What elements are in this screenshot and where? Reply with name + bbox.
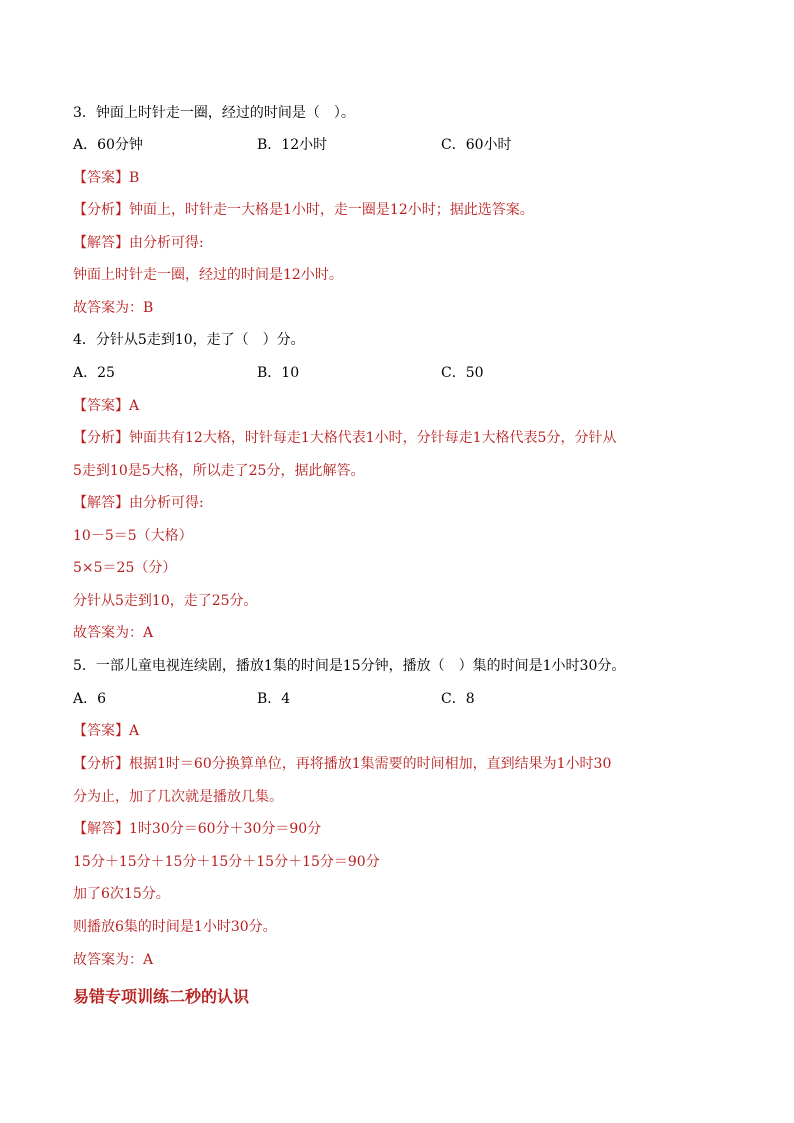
question-3-stem: 3．钟面上时针走一圈，经过的时间是（ ）。 — [73, 105, 355, 121]
question-3-answer: 【答案】B — [73, 170, 140, 186]
question-4-final-answer: 故答案为：A — [73, 625, 154, 641]
question-4-solution-line-2: 5×5＝25（分） — [73, 560, 177, 576]
question-3-option-b: B．12小时 — [257, 137, 328, 153]
question-4-solution-label: 【解答】由分析可得: — [73, 495, 204, 511]
question-4-analysis-line-1: 【分析】钟面共有12大格，时针每走1大格代表1小时，分针每走1大格代表5分，分针从 — [73, 430, 617, 446]
question-5-solution-line-1: 15分＋15分＋15分＋15分＋15分＋15分＝90分 — [73, 854, 380, 870]
question-4-answer: 【答案】A — [73, 398, 140, 414]
question-3-option-a: A．60分钟 — [73, 137, 143, 153]
question-5-analysis-line-2: 分为止，加了几次就是播放几集。 — [73, 789, 283, 805]
question-4-option-a: A．25 — [73, 365, 115, 381]
question-5-solution-label: 【解答】1时30分＝60分＋30分＝90分 — [73, 821, 322, 837]
question-5-option-c: C．8 — [441, 691, 475, 707]
question-4-stem: 4．分针从5走到10，走了（ ）分。 — [73, 332, 305, 348]
question-5-analysis-line-1: 【分析】根据1时＝60分换算单位，再将播放1集需要的时间相加，直到结果为1小时30 — [73, 756, 612, 772]
question-4-solution-line-3: 分针从5走到10，走了25分。 — [73, 593, 258, 609]
question-5-option-a: A．6 — [73, 691, 107, 707]
question-3-analysis: 【分析】钟面上，时针走一大格是1小时，走一圈是12小时；据此选答案。 — [73, 202, 534, 218]
question-3-solution-line: 钟面上时针走一圈，经过的时间是12小时。 — [73, 267, 343, 283]
question-5-option-b: B．4 — [257, 691, 291, 707]
question-5-answer: 【答案】A — [73, 723, 140, 739]
question-4-solution-line-1: 10－5＝5（大格） — [73, 528, 193, 544]
question-3-option-c: C．60小时 — [441, 137, 512, 153]
question-5-solution-line-2: 加了6次15分。 — [73, 886, 170, 902]
question-4-option-c: C．50 — [441, 365, 484, 381]
question-5-final-answer: 故答案为：A — [73, 952, 154, 968]
question-3-solution-label: 【解答】由分析可得: — [73, 235, 204, 251]
question-4-analysis-line-2: 5走到10是5大格，所以走了25分，据此解答。 — [73, 463, 365, 479]
question-3-final-answer: 故答案为：B — [73, 300, 154, 316]
question-4-option-b: B．10 — [257, 365, 300, 381]
section-heading: 易错专项训练二秒的认识 — [73, 987, 250, 1006]
question-5-solution-line-3: 则播放6集的时间是1小时30分。 — [73, 919, 277, 935]
question-5-stem: 5．一部儿童电视连续剧，播放1集的时间是15分钟，播放（ ）集的时间是1小时30分。 — [73, 658, 626, 674]
